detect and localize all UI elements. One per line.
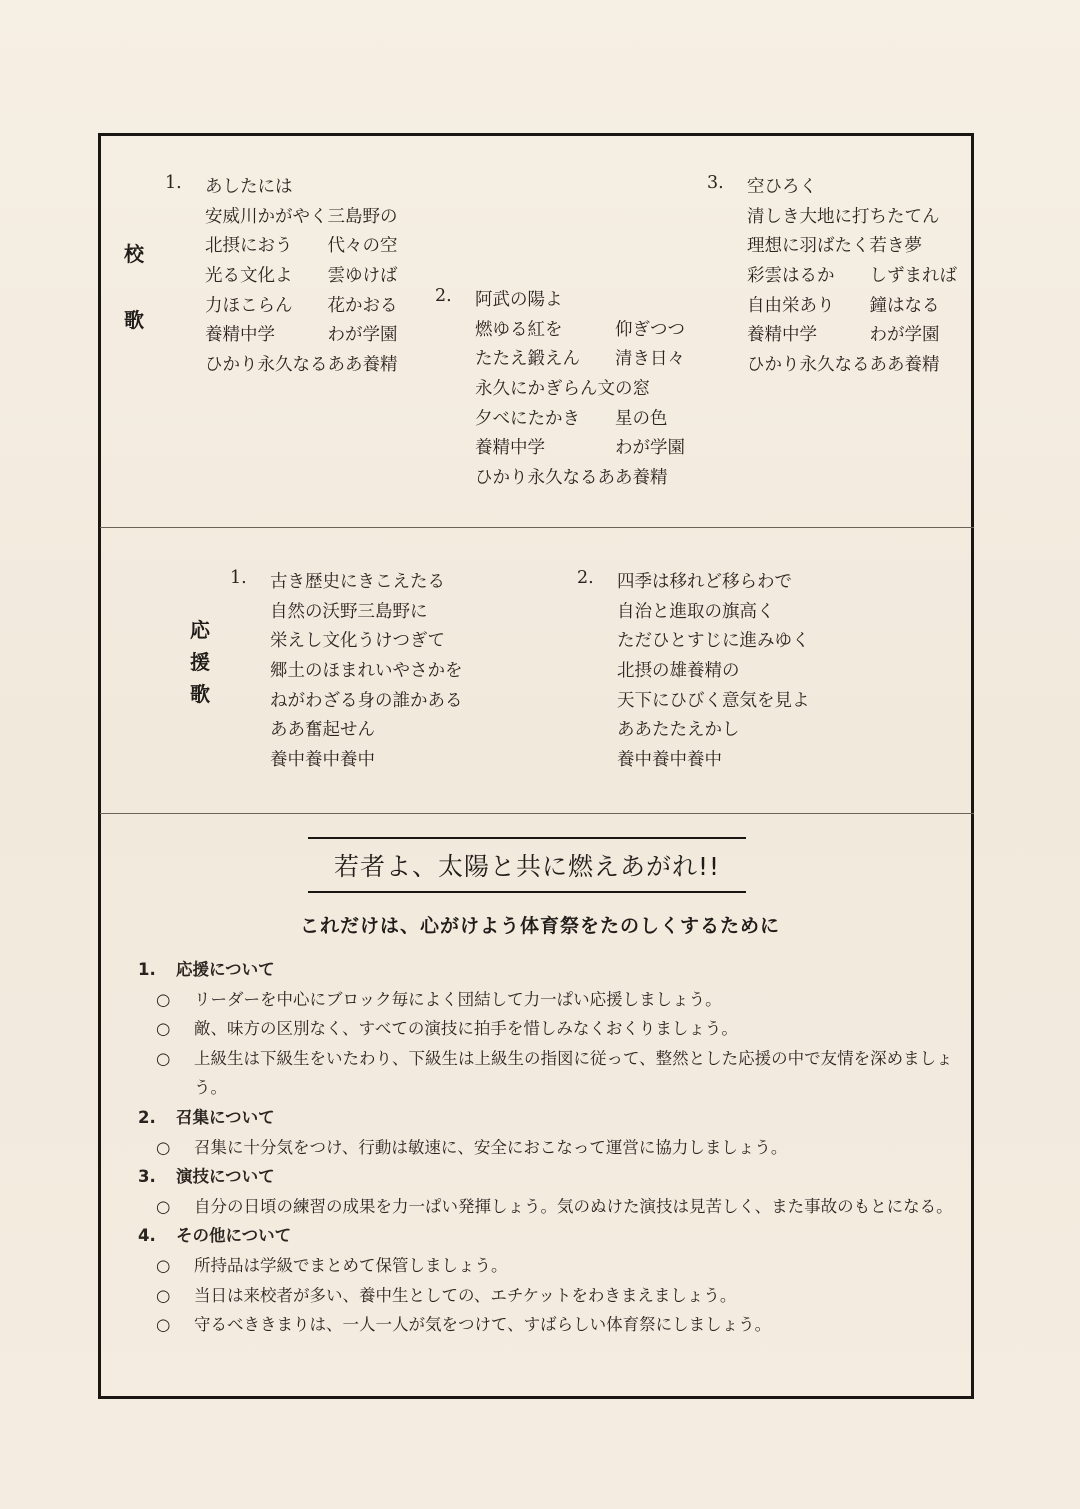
cheer-song-lyric-line: 北摂の雄養精の: [617, 661, 740, 682]
rule-text: リーダーを中心にブロック毎によく団結して力一ぱい応援しましょう。: [194, 989, 722, 1009]
section-title: 応援について: [176, 960, 275, 979]
cheer-song-lyric-line: 天下にひびく意気を見よ: [617, 690, 810, 711]
slogan-banner: 若者よ、太陽と共に燃えあがれ!!: [308, 837, 746, 893]
school-song-lyric-line: 阿武の陽よ: [475, 290, 563, 310]
school-song-lyric-line: 光る文化よ 雲ゆけば: [205, 266, 398, 287]
school-song-lyric-line: 自由栄あり 鐘はなる: [747, 295, 940, 316]
school-song-lyric-line: 北摂におう 代々の空: [205, 236, 398, 257]
school-song-verse-1: [165, 173, 398, 381]
section-heading: [138, 1103, 958, 1133]
cheer-song-label: [190, 620, 210, 704]
circle-bullet-icon: ○: [156, 1255, 171, 1275]
rule-item: [138, 985, 958, 1015]
cheer-song-verse-number: 2.: [577, 568, 594, 588]
cheer-song-lyric-line: ただひとすじに進みゆく: [617, 631, 810, 652]
cheer-song-lyric-line: 養中養中養中: [270, 750, 375, 771]
school-song-verse-number: 2.: [435, 286, 452, 306]
school-song-lyric-line: ひかり永久なるああ養精: [747, 355, 940, 376]
rule-text: 当日は来校者が多い、養中生としての、エチケットをわきまえましょう。: [194, 1285, 737, 1305]
cheer-song-lyric-line: 自然の沃野三島野に: [270, 601, 428, 622]
cheer-song-lyric-line: 郷土のほまれいやさかを: [270, 661, 463, 682]
school-song-lyric-line: 清しき大地に打ちたてん: [747, 206, 940, 227]
school-song-verse-number: 1.: [165, 173, 182, 193]
school-song-lyric-line: 夕べにたかき 星の色: [475, 408, 668, 429]
section-heading: [138, 955, 958, 985]
cheer-song-label-char: 応: [190, 618, 210, 642]
school-song-verse-3: [707, 173, 957, 381]
circle-bullet-icon: ○: [156, 1196, 171, 1216]
cheer-song-lyric-line: 養中養中養中: [617, 750, 722, 771]
school-song-label-char: 歌: [124, 308, 144, 332]
cheer-song-lyric-line: 栄えし文化うけつぎて: [270, 631, 445, 652]
rule-item: [138, 1310, 958, 1340]
rule-item: [138, 1251, 958, 1281]
cheer-song-label-char: 援: [190, 650, 210, 674]
rules-subtitle: これだけは、心がけよう体育祭をたのしくするために: [299, 915, 780, 937]
section-number: 3.: [138, 1167, 156, 1187]
school-song-lyric-line: 空ひろく: [747, 177, 817, 197]
school-song-lyric-line: 永久にかぎらん文の窓: [475, 379, 650, 400]
school-song-verse-2: [435, 286, 685, 494]
school-song-lyric-line: 養精中学 わが学園: [205, 325, 398, 346]
rule-item: [138, 1044, 958, 1103]
section-number: 4.: [138, 1226, 156, 1246]
school-song-lyric-line: 彩雲はるか しずまれば: [747, 266, 957, 287]
section-number: 2.: [138, 1107, 156, 1127]
rule-text: 上級生は下級生をいたわり、下級生は上級生の指図に従って、整然とした応援の中で友情を深めましょう。: [194, 1048, 953, 1098]
school-song-lyric-line: 養精中学 わが学園: [747, 325, 940, 346]
cheer-song-lyric-line: 古き歴史にきこえたる: [270, 572, 445, 592]
rule-item: [138, 1192, 958, 1222]
school-song-lyric-line: ひかり永久なるああ養精: [475, 468, 668, 489]
circle-bullet-icon: ○: [156, 1315, 171, 1335]
cheer-song-lyric-line: ああたたえかし: [617, 720, 740, 741]
circle-bullet-icon: ○: [156, 1285, 171, 1305]
section-heading: [138, 1162, 958, 1192]
cheer-song-lyric-line: 四季は移れど移らわで: [617, 572, 792, 592]
school-song-label-char: 校: [124, 242, 144, 266]
divider-cheer-song: [100, 813, 974, 814]
rule-item: [138, 1014, 958, 1044]
school-song-verse-number: 3.: [707, 173, 724, 193]
cheer-song-lyric-line: ねがわざる身の誰かある: [270, 690, 463, 711]
cheer-song-verse-number: 1.: [230, 568, 247, 588]
rule-text: 自分の日頃の練習の成果を力一ぱい発揮しょう。気のぬけた演技は見苦しく、また事故のもとになる。: [194, 1196, 953, 1216]
cheer-song-label-char: 歌: [190, 682, 210, 706]
cheer-song-lyric-line: ああ奮起せん: [270, 720, 375, 741]
school-song-lyric-line: ひかり永久なるああ養精: [205, 355, 398, 376]
cheer-song-lyric-line: 自治と進取の旗高く: [617, 601, 775, 622]
circle-bullet-icon: ○: [156, 1048, 171, 1068]
school-song-lyric-line: 理想に羽ばたく若き夢: [747, 236, 922, 257]
section-title: その他について: [176, 1226, 292, 1246]
school-song-lyric-line: 養精中学 わが学園: [475, 438, 685, 459]
circle-bullet-icon: ○: [156, 1137, 171, 1157]
section-title: 演技について: [176, 1167, 275, 1187]
rule-text: 守るべききまりは、一人一人が気をつけて、すばらしい体育祭にしましょう。: [194, 1315, 772, 1335]
rule-text: 所持品は学級でまとめて保管しましょう。: [194, 1255, 508, 1275]
school-song-lyric-line: 燃ゆる紅を 仰ぎつつ: [475, 319, 685, 340]
circle-bullet-icon: ○: [156, 989, 171, 1009]
school-song-lyric-line: あしたには: [205, 177, 293, 197]
section-heading: [138, 1221, 958, 1251]
rule-item: [138, 1281, 958, 1311]
rule-item: [138, 1133, 958, 1163]
section-title: 召集について: [176, 1107, 275, 1127]
school-song-lyric-line: たたえ鍛えん 清き日々: [475, 349, 685, 370]
cheer-song-verse-1: [230, 568, 463, 776]
school-song-lyric-line: 力ほこらん 花かおる: [205, 295, 398, 316]
divider-school-song: [100, 527, 974, 528]
circle-bullet-icon: ○: [156, 1019, 171, 1039]
school-song-lyric-line: 安威川かがやく三島野の: [205, 206, 398, 227]
cheer-song-verse-2: [577, 568, 810, 776]
rule-text: 召集に十分気をつけ、行動は敏速に、安全におこなって運営に協力しましょう。: [194, 1137, 788, 1157]
school-song-label: [124, 244, 144, 330]
rule-text: 敵、味方の区別なく、すべての演技に拍手を惜しみなくおくりましょう。: [194, 1019, 738, 1039]
rules-list: [138, 955, 958, 1340]
section-number: 1.: [138, 960, 156, 979]
